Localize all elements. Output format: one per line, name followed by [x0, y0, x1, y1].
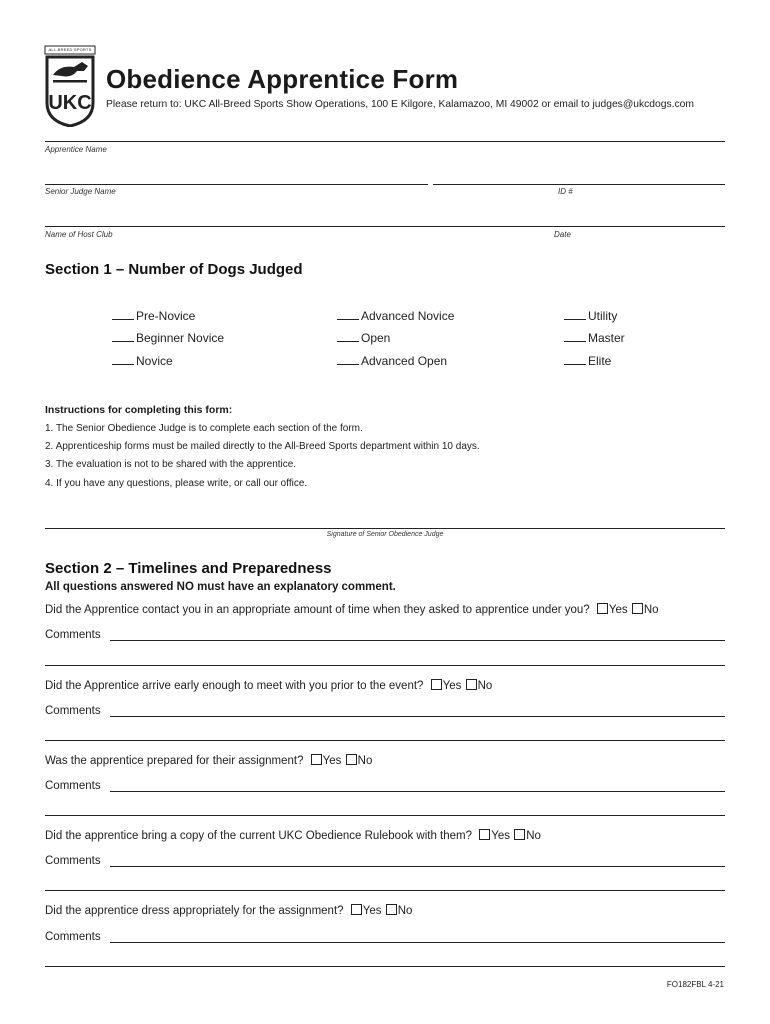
comments-label: Comments — [45, 931, 101, 943]
question-text: Was the apprentice prepared for their assignment? — [45, 755, 304, 767]
yes-label: Yes — [491, 830, 510, 842]
no-checkbox[interactable] — [386, 904, 397, 915]
dog-count-advanced-open[interactable]: Advanced Open — [337, 354, 447, 368]
comments-field-line2[interactable] — [45, 740, 725, 741]
comments-label: Comments — [45, 855, 101, 867]
no-label: No — [397, 905, 413, 917]
senior-judge-name-label: Senior Judge Name — [45, 187, 116, 196]
yes-checkbox[interactable] — [479, 829, 490, 840]
return-address: Please return to: UKC All-Breed Sports Show Operations, 100 E Kilgore, Kalamazoo, MI 49002 or email to judges@ukcdogs.com — [106, 99, 694, 110]
dog-count-utility[interactable]: Utility — [564, 309, 617, 323]
no-checkbox[interactable] — [632, 603, 643, 614]
instruction-item: 2. Apprenticeship forms must be mailed directly to the All-Breed Sports department within 10 days. — [45, 441, 480, 452]
question-text: Did the Apprentice contact you in an appropriate amount of time when they asked to apprentice under you? — [45, 604, 590, 616]
dog-count-novice[interactable]: Novice — [112, 354, 173, 368]
date-label: Date — [554, 230, 571, 239]
yes-label: Yes — [362, 905, 382, 917]
yes-checkbox[interactable] — [597, 603, 608, 614]
question-4 — [45, 829, 541, 842]
no-checkbox[interactable] — [346, 754, 357, 765]
question-1 — [45, 603, 659, 616]
question-3 — [45, 754, 372, 767]
comments-field[interactable] — [110, 716, 725, 717]
comments-field[interactable] — [110, 866, 725, 867]
page-title: Obedience Apprentice Form — [106, 64, 459, 94]
yes-label: Yes — [322, 755, 342, 767]
yes-label: Yes — [608, 604, 628, 616]
yes-label: Yes — [442, 680, 462, 692]
comments-field[interactable] — [110, 791, 725, 792]
yes-checkbox[interactable] — [351, 904, 362, 915]
senior-judge-name-field[interactable] — [45, 184, 428, 185]
host-club-label: Name of Host Club — [45, 230, 113, 239]
signature-label: Signature of Senior Obedience Judge — [326, 531, 444, 538]
header-divider — [45, 141, 725, 142]
logo-letters: UKC — [48, 92, 92, 114]
question-text: Did the apprentice dress appropriately for the assignment? — [45, 905, 344, 917]
dog-count-elite[interactable]: Elite — [564, 354, 611, 368]
question-text: Did the apprentice bring a copy of the current UKC Obedience Rulebook with them? — [45, 830, 473, 842]
comments-field[interactable] — [110, 942, 725, 943]
ukc-logo — [44, 45, 96, 127]
section2-note: All questions answered NO must have an explanatory comment. — [45, 581, 396, 593]
dog-count-master[interactable]: Master — [564, 331, 625, 345]
section2-title: Section 2 – Timelines and Preparedness — [45, 560, 332, 577]
question-2 — [45, 679, 492, 692]
yes-checkbox[interactable] — [431, 679, 442, 690]
dog-count-beginner-novice[interactable]: Beginner Novice — [112, 331, 224, 345]
host-club-field[interactable] — [45, 226, 725, 227]
comments-label: Comments — [45, 705, 101, 717]
dog-count-open[interactable]: Open — [337, 331, 390, 345]
instruction-item: 4. If you have any questions, please write, or call our office. — [45, 478, 308, 489]
instruction-item: 3. The evaluation is not to be shared with the apprentice. — [45, 459, 297, 470]
dog-count-advanced-novice[interactable]: Advanced Novice — [337, 309, 454, 323]
no-checkbox[interactable] — [514, 829, 525, 840]
no-label: No — [357, 755, 373, 767]
signature-field[interactable] — [45, 528, 725, 529]
logo-banner-text: ALL-BREED SPORTS — [48, 47, 92, 52]
ukc-dog-shield-logo-icon — [44, 45, 96, 127]
no-label: No — [526, 830, 541, 842]
comments-field[interactable] — [110, 640, 725, 641]
question-5 — [45, 904, 412, 917]
no-checkbox[interactable] — [466, 679, 477, 690]
comments-label: Comments — [45, 629, 101, 641]
comments-field-line2[interactable] — [45, 665, 725, 666]
comments-field-line2[interactable] — [45, 966, 725, 967]
apprentice-name-label: Apprentice Name — [45, 145, 107, 154]
dog-count-pre-novice[interactable]: Pre-Novice — [112, 309, 195, 323]
instruction-item: 1. The Senior Obedience Judge is to complete each section of the form. — [45, 423, 363, 434]
comments-label: Comments — [45, 780, 101, 792]
id-label: ID # — [558, 187, 573, 196]
form-code: FO182FBL 4-21 — [666, 980, 724, 989]
yes-checkbox[interactable] — [311, 754, 322, 765]
no-label: No — [643, 604, 659, 616]
id-field[interactable] — [433, 184, 725, 185]
question-text: Did the Apprentice arrive early enough to meet with you prior to the event? — [45, 680, 424, 692]
no-label: No — [477, 680, 493, 692]
comments-field-line2[interactable] — [45, 890, 725, 891]
instructions-heading: Instructions for completing this form: — [45, 404, 233, 416]
section1-title: Section 1 – Number of Dogs Judged — [45, 261, 303, 278]
comments-field-line2[interactable] — [45, 815, 725, 816]
